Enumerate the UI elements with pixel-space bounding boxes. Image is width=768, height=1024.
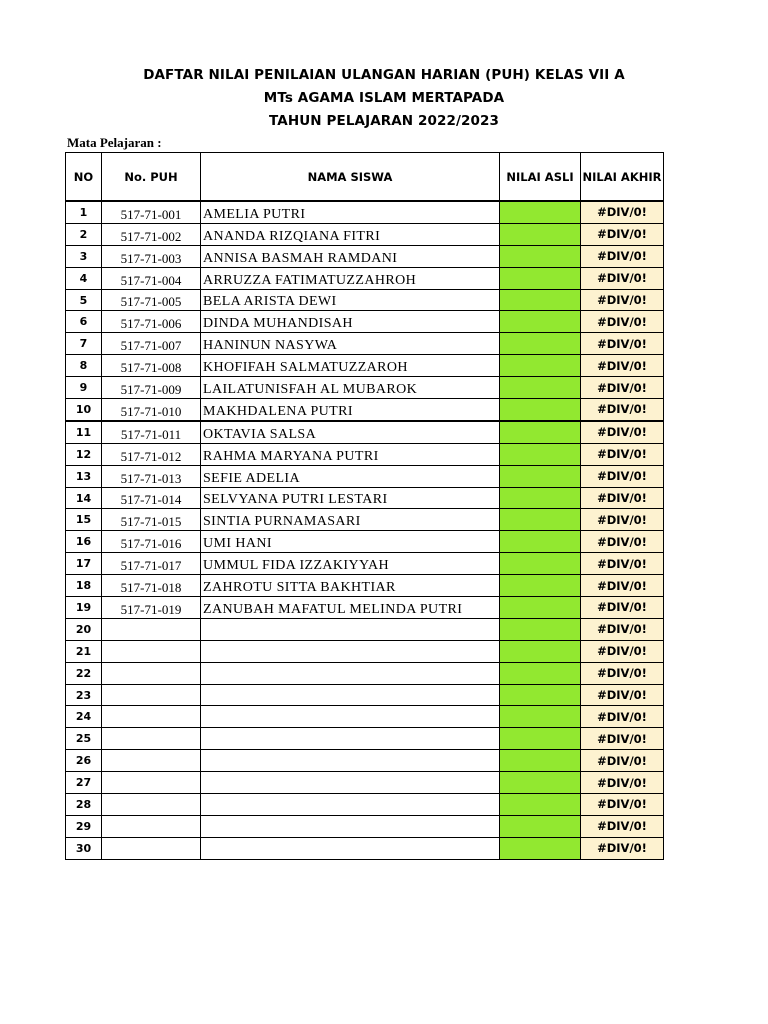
cell-nama-siswa[interactable] [201, 618, 500, 640]
cell-puh[interactable] [102, 706, 201, 728]
grades-table [65, 152, 664, 860]
cell-puh[interactable]: 517-71-018 [102, 575, 201, 597]
cell-nama-siswa[interactable]: KHOFIFAH SALMATUZZAROH [201, 355, 500, 377]
cell-nilai-asli[interactable] [500, 662, 581, 684]
cell-puh[interactable]: 517-71-010 [102, 399, 201, 421]
cell-puh[interactable]: 517-71-014 [102, 487, 201, 509]
cell-nilai-akhir: #DIV/0! [581, 443, 664, 465]
cell-nilai-akhir: #DIV/0! [581, 399, 664, 421]
table-row [66, 837, 664, 859]
cell-no: 5 [66, 289, 102, 311]
cell-no: 17 [66, 553, 102, 575]
cell-nilai-akhir: #DIV/0! [581, 684, 664, 706]
cell-no: 18 [66, 575, 102, 597]
cell-puh[interactable]: 517-71-006 [102, 311, 201, 333]
table-row [66, 684, 664, 706]
cell-nama-siswa[interactable]: AMELIA PUTRI [201, 201, 500, 223]
cell-nilai-asli[interactable] [500, 355, 581, 377]
cell-puh[interactable] [102, 640, 201, 662]
cell-puh[interactable]: 517-71-015 [102, 509, 201, 531]
cell-no: 1 [66, 201, 102, 223]
cell-nama-siswa[interactable] [201, 706, 500, 728]
table-row [66, 553, 664, 575]
cell-nilai-akhir: #DIV/0! [581, 728, 664, 750]
cell-nilai-akhir: #DIV/0! [581, 531, 664, 553]
table-row [66, 377, 664, 399]
subject-label: Mata Pelajaran : [67, 135, 162, 150]
cell-nama-siswa[interactable]: DINDA MUHANDISAH [201, 311, 500, 333]
cell-nilai-akhir: #DIV/0! [581, 794, 664, 816]
cell-puh[interactable]: 517-71-004 [102, 267, 201, 289]
cell-nilai-asli[interactable] [500, 399, 581, 421]
table-row [66, 399, 664, 421]
table-row [66, 333, 664, 355]
table-row [66, 201, 664, 223]
cell-nama-siswa[interactable]: ZAHROTU SITTA BAKHTIAR [201, 575, 500, 597]
cell-nilai-akhir: #DIV/0! [581, 815, 664, 837]
cell-no: 28 [66, 794, 102, 816]
table-row [66, 597, 664, 619]
cell-puh[interactable]: 517-71-017 [102, 553, 201, 575]
cell-nama-siswa[interactable]: HANINUN NASYWA [201, 333, 500, 355]
cell-nilai-asli[interactable] [500, 772, 581, 794]
cell-nama-siswa[interactable]: RAHMA MARYANA PUTRI [201, 443, 500, 465]
cell-nilai-asli[interactable] [500, 289, 581, 311]
cell-nilai-asli[interactable] [500, 750, 581, 772]
cell-nilai-akhir: #DIV/0! [581, 575, 664, 597]
table-row [66, 443, 664, 465]
cell-nama-siswa[interactable]: MAKHDALENA PUTRI [201, 399, 500, 421]
cell-puh[interactable]: 517-71-008 [102, 355, 201, 377]
cell-nilai-akhir: #DIV/0! [581, 618, 664, 640]
cell-no: 21 [66, 640, 102, 662]
cell-nilai-akhir: #DIV/0! [581, 377, 664, 399]
cell-nilai-akhir: #DIV/0! [581, 311, 664, 333]
cell-no: 6 [66, 311, 102, 333]
table-row [66, 311, 664, 333]
cell-no: 22 [66, 662, 102, 684]
cell-nilai-asli[interactable] [500, 575, 581, 597]
table-row [66, 267, 664, 289]
cell-nama-siswa[interactable]: SELVYANA PUTRI LESTARI [201, 487, 500, 509]
title-line-1: DAFTAR NILAI PENILAIAN ULANGAN HARIAN (PUH) KELAS VII A [143, 67, 625, 83]
cell-nilai-asli[interactable] [500, 509, 581, 531]
table-header-row [66, 153, 664, 202]
cell-no: 20 [66, 618, 102, 640]
cell-puh[interactable]: 517-71-011 [102, 421, 201, 443]
table-row [66, 355, 664, 377]
cell-no: 3 [66, 245, 102, 267]
cell-nama-siswa[interactable]: LAILATUNISFAH AL MUBAROK [201, 377, 500, 399]
cell-no: 15 [66, 509, 102, 531]
title-line-2: MTs AGAMA ISLAM MERTAPADA [263, 90, 505, 106]
cell-puh[interactable]: 517-71-009 [102, 377, 201, 399]
cell-nilai-asli[interactable] [500, 597, 581, 619]
cell-no: 4 [66, 267, 102, 289]
cell-puh[interactable] [102, 618, 201, 640]
cell-nilai-akhir: #DIV/0! [581, 487, 664, 509]
cell-nama-siswa[interactable]: ARRUZZA FATIMATUZZAHROH [201, 267, 500, 289]
cell-no: 24 [66, 706, 102, 728]
cell-puh[interactable]: 517-71-007 [102, 333, 201, 355]
cell-puh[interactable] [102, 662, 201, 684]
cell-nilai-asli[interactable] [500, 443, 581, 465]
cell-nama-siswa[interactable]: BELA ARISTA DEWI [201, 289, 500, 311]
cell-puh[interactable] [102, 772, 201, 794]
cell-nama-siswa[interactable]: ANANDA RIZQIANA FITRI [201, 223, 500, 245]
table-row [66, 487, 664, 509]
table-row [66, 728, 664, 750]
cell-nama-siswa[interactable] [201, 794, 500, 816]
cell-nilai-asli[interactable] [500, 421, 581, 443]
cell-puh[interactable] [102, 684, 201, 706]
cell-nilai-asli[interactable] [500, 311, 581, 333]
cell-nilai-akhir: #DIV/0! [581, 267, 664, 289]
table-row [66, 245, 664, 267]
cell-nilai-asli[interactable] [500, 815, 581, 837]
table-row [66, 772, 664, 794]
table-row [66, 750, 664, 772]
cell-nilai-akhir: #DIV/0! [581, 289, 664, 311]
title-line-3: TAHUN PELAJARAN 2022/2023 [269, 113, 499, 129]
cell-nilai-asli[interactable] [500, 245, 581, 267]
cell-nilai-akhir: #DIV/0! [581, 421, 664, 443]
cell-nilai-akhir: #DIV/0! [581, 509, 664, 531]
cell-nama-siswa[interactable]: UMMUL FIDA IZZAKIYYAH [201, 553, 500, 575]
cell-no: 14 [66, 487, 102, 509]
cell-nilai-asli[interactable] [500, 706, 581, 728]
cell-no: 19 [66, 597, 102, 619]
column-header-nilai-asli: NILAI ASLI [500, 153, 581, 202]
cell-no: 12 [66, 443, 102, 465]
cell-nilai-akhir: #DIV/0! [581, 245, 664, 267]
cell-puh[interactable] [102, 728, 201, 750]
cell-puh[interactable]: 517-71-002 [102, 223, 201, 245]
cell-nilai-akhir: #DIV/0! [581, 223, 664, 245]
cell-nama-siswa[interactable] [201, 662, 500, 684]
cell-nama-siswa[interactable]: UMI HANI [201, 531, 500, 553]
column-header-nama: NAMA SISWA [201, 153, 500, 202]
cell-no: 2 [66, 223, 102, 245]
cell-nama-siswa[interactable] [201, 815, 500, 837]
cell-nilai-akhir: #DIV/0! [581, 640, 664, 662]
cell-puh[interactable]: 517-71-012 [102, 443, 201, 465]
table-row [66, 289, 664, 311]
cell-nilai-asli[interactable] [500, 465, 581, 487]
document-header [0, 64, 768, 133]
cell-nilai-akhir: #DIV/0! [581, 465, 664, 487]
cell-nilai-asli[interactable] [500, 201, 581, 223]
cell-no: 9 [66, 377, 102, 399]
cell-nilai-akhir: #DIV/0! [581, 706, 664, 728]
cell-nilai-akhir: #DIV/0! [581, 333, 664, 355]
table-row [66, 421, 664, 443]
cell-nilai-asli[interactable] [500, 837, 581, 859]
cell-nilai-asli[interactable] [500, 333, 581, 355]
cell-puh[interactable] [102, 815, 201, 837]
cell-puh[interactable]: 517-71-001 [102, 201, 201, 223]
table-row [66, 465, 664, 487]
table-row [66, 662, 664, 684]
cell-nama-siswa[interactable]: SEFIE ADELIA [201, 465, 500, 487]
table-body [66, 201, 664, 859]
cell-nilai-akhir: #DIV/0! [581, 772, 664, 794]
cell-puh[interactable] [102, 794, 201, 816]
cell-nilai-asli[interactable] [500, 794, 581, 816]
cell-no: 27 [66, 772, 102, 794]
cell-nilai-akhir: #DIV/0! [581, 662, 664, 684]
cell-no: 10 [66, 399, 102, 421]
cell-nilai-asli[interactable] [500, 531, 581, 553]
cell-puh[interactable]: 517-71-016 [102, 531, 201, 553]
cell-nilai-akhir: #DIV/0! [581, 201, 664, 223]
cell-nilai-asli[interactable] [500, 487, 581, 509]
table-row [66, 223, 664, 245]
cell-nilai-akhir: #DIV/0! [581, 553, 664, 575]
cell-nama-siswa[interactable]: ANNISA BASMAH RAMDANI [201, 245, 500, 267]
cell-nilai-akhir: #DIV/0! [581, 597, 664, 619]
cell-nama-siswa[interactable] [201, 772, 500, 794]
cell-no: 8 [66, 355, 102, 377]
cell-nilai-asli[interactable] [500, 640, 581, 662]
cell-no: 11 [66, 421, 102, 443]
cell-nama-siswa[interactable] [201, 750, 500, 772]
cell-nilai-akhir: #DIV/0! [581, 750, 664, 772]
cell-nama-siswa[interactable] [201, 837, 500, 859]
cell-no: 25 [66, 728, 102, 750]
cell-no: 16 [66, 531, 102, 553]
cell-nilai-asli[interactable] [500, 728, 581, 750]
table-row [66, 531, 664, 553]
table-row [66, 815, 664, 837]
cell-no: 7 [66, 333, 102, 355]
cell-nilai-akhir: #DIV/0! [581, 837, 664, 859]
table-row [66, 509, 664, 531]
cell-no: 23 [66, 684, 102, 706]
cell-nama-siswa[interactable] [201, 640, 500, 662]
column-header-no: NO [66, 153, 102, 202]
cell-nilai-asli[interactable] [500, 377, 581, 399]
cell-nilai-asli[interactable] [500, 553, 581, 575]
table-row [66, 706, 664, 728]
cell-nama-siswa[interactable]: SINTIA PURNAMASARI [201, 509, 500, 531]
cell-nama-siswa[interactable] [201, 684, 500, 706]
cell-nama-siswa[interactable]: ZANUBAH MAFATUL MELINDA PUTRI [201, 597, 500, 619]
cell-no: 13 [66, 465, 102, 487]
cell-puh[interactable] [102, 837, 201, 859]
cell-nilai-asli[interactable] [500, 223, 581, 245]
table-row [66, 640, 664, 662]
cell-nama-siswa[interactable] [201, 728, 500, 750]
cell-puh[interactable]: 517-71-003 [102, 245, 201, 267]
cell-no: 30 [66, 837, 102, 859]
cell-nilai-asli[interactable] [500, 618, 581, 640]
column-header-nilai-akhir: NILAI AKHIR [581, 153, 664, 202]
cell-no: 29 [66, 815, 102, 837]
table-row [66, 794, 664, 816]
cell-puh[interactable]: 517-71-019 [102, 597, 201, 619]
cell-puh[interactable] [102, 750, 201, 772]
cell-puh[interactable]: 517-71-013 [102, 465, 201, 487]
column-header-puh: No. PUH [102, 153, 201, 202]
table-row [66, 575, 664, 597]
cell-nama-siswa[interactable]: OKTAVIA SALSA [201, 421, 500, 443]
table-row [66, 618, 664, 640]
cell-nilai-asli[interactable] [500, 684, 581, 706]
cell-no: 26 [66, 750, 102, 772]
cell-nilai-akhir: #DIV/0! [581, 355, 664, 377]
cell-nilai-asli[interactable] [500, 267, 581, 289]
cell-puh[interactable]: 517-71-005 [102, 289, 201, 311]
